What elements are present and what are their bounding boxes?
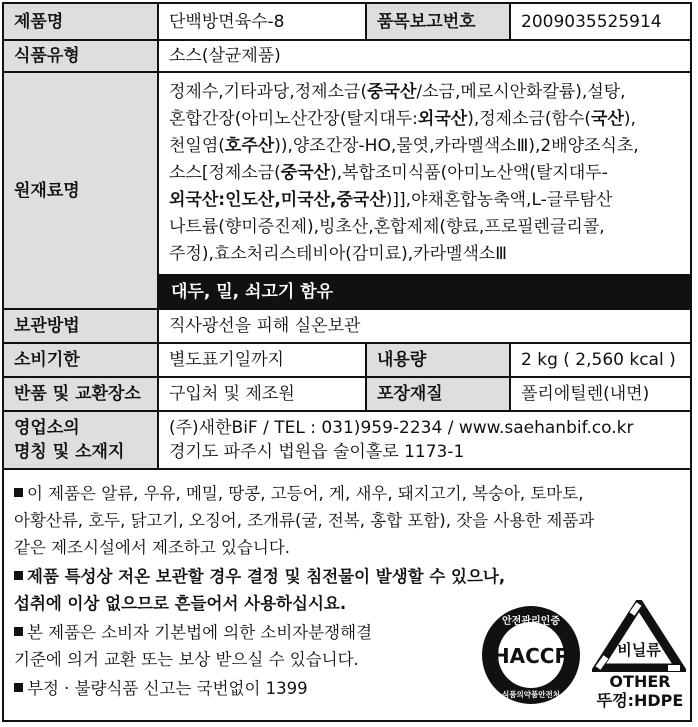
bullet-icon bbox=[14, 571, 23, 580]
bullet-icon bbox=[14, 627, 23, 636]
amount-value: 2 kg ( 2,560 kcal ) bbox=[510, 343, 690, 377]
origin-text: 중국산 bbox=[280, 163, 331, 183]
ingredient-text: 주정),효소처리스테비아(감미료),카라멜색소Ⅲ bbox=[169, 244, 508, 264]
ingredients-line bbox=[169, 160, 680, 187]
report-number-label: 품목보고번호 bbox=[366, 4, 510, 40]
ingredients-line bbox=[169, 79, 680, 106]
haccp-main-text: HACCP bbox=[492, 644, 570, 668]
ingredient-text: ),복합조미식품(아미노산액(탈지대두- bbox=[330, 163, 608, 183]
row-business bbox=[4, 411, 690, 469]
origin-text: 중국산 bbox=[367, 82, 417, 102]
row-return bbox=[4, 377, 690, 411]
storage-value: 직사광선을 피해 실온보관 bbox=[158, 309, 690, 343]
bullet-icon bbox=[14, 488, 23, 497]
ingredient-text: 소스[정제소금( bbox=[169, 163, 281, 183]
allergen-note-line1: 이 제품은 알류, 우유, 메밀, 땅콩, 고등어, 게, 새우, 돼지고기, 복숭아, 토마토, bbox=[27, 484, 584, 503]
ingredient-text: 혼합간장(아미노산간장(탈지대두: bbox=[169, 109, 418, 129]
package-label: 포장재질 bbox=[366, 377, 510, 411]
business-value bbox=[158, 411, 690, 469]
row-expiry bbox=[4, 343, 690, 377]
food-type-label: 식품유형 bbox=[4, 40, 158, 72]
consumer-line1: 본 제품은 소비자 기본법에 의한 소비자분쟁해결 bbox=[27, 623, 373, 642]
info-table bbox=[4, 4, 690, 470]
origin-text: 외국산:인도산,미국산,중국산 bbox=[169, 190, 386, 210]
ingredients-line bbox=[169, 106, 680, 133]
ingredients-line bbox=[169, 241, 680, 268]
origin-text: 국산 bbox=[591, 109, 624, 129]
return-label: 반품 및 교환장소 bbox=[4, 377, 158, 411]
allergen-note-line3: 같은 제조시설에서 제조하고 있습니다. bbox=[14, 538, 291, 557]
food-type-value: 소스(살균제품) bbox=[158, 40, 690, 72]
haccp-bottom-text: 식품의약품안전처 bbox=[502, 690, 560, 699]
amount-label: 내용량 bbox=[366, 343, 510, 377]
business-label-line1: 영업소의 bbox=[14, 418, 80, 438]
package-value: 폴리에틸렌(내면) bbox=[510, 377, 690, 411]
allergen-note bbox=[14, 480, 680, 561]
report-number-value: 2009035525914 bbox=[510, 4, 690, 40]
warning-line1: 제품 특성상 저온 보관할 경우 결정 및 침전물이 발생할 수 있으나, bbox=[27, 567, 506, 586]
food-label bbox=[2, 2, 692, 722]
ingredients-value bbox=[158, 72, 690, 275]
recycle-type: OTHER bbox=[609, 672, 671, 691]
expiry-value: 별도표기일까지 bbox=[158, 343, 366, 377]
report-line: 부정 · 불량식품 신고는 국번없이 1399 bbox=[27, 679, 308, 698]
origin-text: 외국산 bbox=[417, 109, 468, 129]
storage-label: 보관방법 bbox=[4, 309, 158, 343]
product-name-label: 제품명 bbox=[4, 4, 158, 40]
recycle-text bbox=[590, 672, 690, 710]
row-food-type bbox=[4, 40, 690, 72]
ingredients-line bbox=[169, 187, 680, 214]
ingredient-text: /소금,메로시안화칼륨),설탕, bbox=[416, 82, 626, 102]
recycle-icon bbox=[592, 600, 686, 672]
ingredient-text: 정제수,기타과당,정제소금( bbox=[169, 82, 368, 102]
recycle-material-text: 비닐류 bbox=[617, 641, 661, 659]
recycle-lid: 뚜껑:HDPE bbox=[596, 691, 684, 710]
ingredient-text: ),정제소금(함수( bbox=[467, 109, 592, 129]
row-storage bbox=[4, 309, 690, 343]
row-ingredients bbox=[4, 72, 690, 275]
haccp-top-text: 안전관리인증 bbox=[502, 616, 560, 627]
haccp-logo-icon bbox=[480, 604, 582, 706]
allergen-note-line2: 아황산류, 호두, 닭고기, 오징어, 조개류(굴, 전복, 홍합 포함), 잣을 사용한 제품과 bbox=[14, 511, 595, 530]
business-contact: (주)새한BiF / TEL : 031)959-2234 / www.saehanbif.co.kr bbox=[169, 418, 634, 438]
product-name-value: 단백방면육수-8 bbox=[158, 4, 366, 40]
ingredient-text: )),양조간장-HO,물엿,카라멜색소Ⅲ),2배양조식초, bbox=[274, 136, 639, 156]
consumer-line2: 기준에 의거 교환 또는 보상 받으실 수 있습니다. bbox=[14, 650, 359, 669]
ingredient-text: 나트륨(향미증진제),빙초산,혼합제제(향료,프로필렌글리콜, bbox=[169, 217, 605, 237]
business-address: 경기도 파주시 법원읍 술이홀로 1173-1 bbox=[169, 442, 465, 462]
row-product-name bbox=[4, 4, 690, 40]
ingredient-text: 천일염( bbox=[169, 136, 225, 156]
ingredients-lines bbox=[169, 79, 680, 268]
notes-section bbox=[4, 470, 690, 702]
allergy-statement: 대두, 밀, 쇠고기 함유 bbox=[159, 276, 690, 308]
business-label bbox=[4, 411, 158, 469]
allergy-cell bbox=[158, 275, 690, 309]
return-value: 구입처 및 제조원 bbox=[158, 377, 366, 411]
expiry-label: 소비기한 bbox=[4, 343, 158, 377]
ingredient-text: )]],야채혼합농축액,L-글루탐산 bbox=[385, 190, 613, 210]
bullet-icon bbox=[14, 683, 23, 692]
ingredients-line bbox=[169, 214, 680, 241]
ingredients-line bbox=[169, 133, 680, 160]
ingredients-label: 원재료명 bbox=[4, 72, 158, 309]
ingredient-text: ), bbox=[623, 109, 636, 129]
business-label-line2: 명칭 및 소재지 bbox=[14, 442, 125, 462]
origin-text: 호주산 bbox=[224, 136, 275, 156]
warning-line2: 섭취에 이상 없으므로 흔들어서 사용하십시요. bbox=[14, 594, 347, 613]
